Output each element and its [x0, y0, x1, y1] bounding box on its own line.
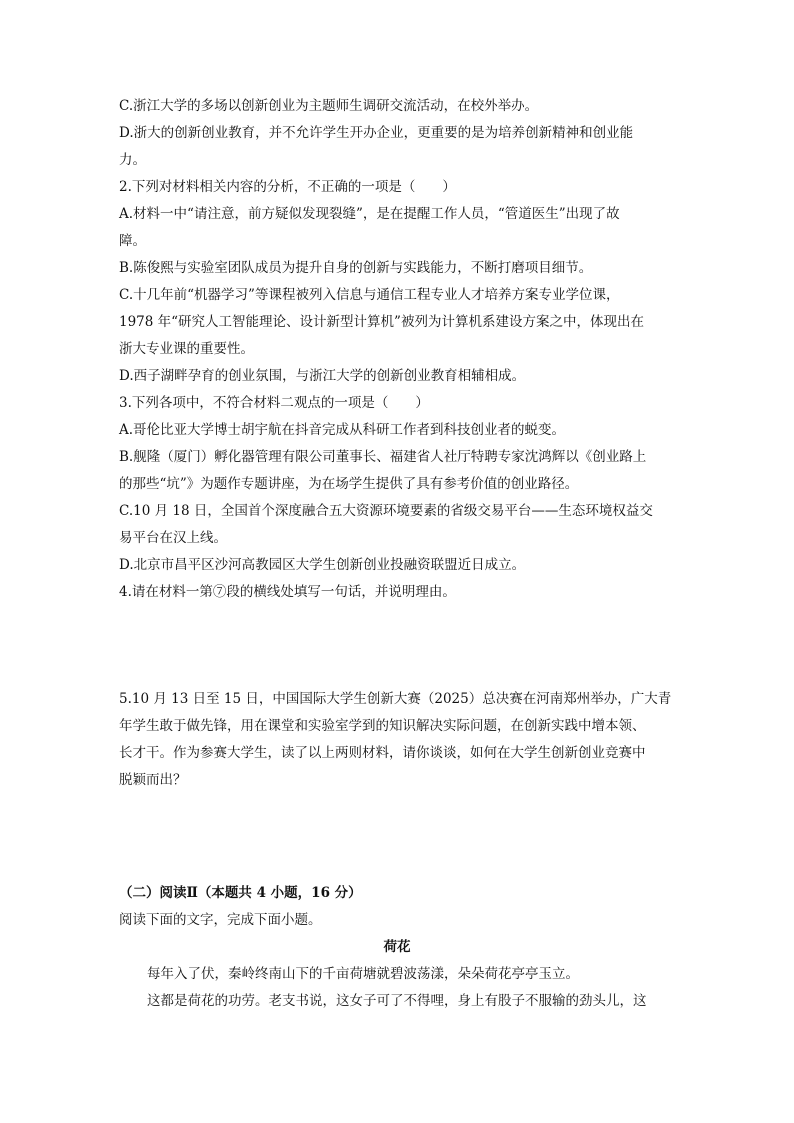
option-d-q3: D.北京市昌平区沙河高教园区大学生创新创业投融资联盟近日成立。: [119, 557, 526, 573]
option-c-q2-line2: 1978 年“研究人工智能理论、设计新型计算机”被列为计算机系建设方案之中，体现出在: [119, 314, 644, 330]
option-c-q3-line1: C.10 月 18 日，全国首个深度融合五大资源环境要素的省级交易平台——生态环境权益交: [119, 503, 653, 519]
passage-paragraph-2: 这都是荷花的功劳。老支书说，这女子可了不得哩，身上有股子不服输的劲头儿，这: [147, 993, 647, 1009]
question-5-line3: 长才干。作为参赛大学生，读了以上两则材料，请你谈谈，如何在大学生创新创业竞赛中: [119, 745, 646, 761]
option-c-q2-line3: 浙大专业课的重要性。: [119, 341, 254, 357]
option-d-q1-line1: D.浙大的创新创业教育，并不允许学生开办企业，更重要的是为培养创新精神和创业能: [119, 125, 634, 141]
question-3: 3.下列各项中，不符合材料二观点的一项是（ ）: [119, 395, 429, 411]
option-b-q2: B.陈俊熙与实验室团队成员为提升自身的创新与实践能力，不断打磨项目细节。: [119, 260, 593, 276]
passage-paragraph-1: 每年入了伏，秦岭终南山下的千亩荷塘就碧波荡漾，朵朵荷花亭亭玉立。: [147, 966, 579, 982]
question-5-line4: 脱颖而出？: [119, 772, 187, 788]
option-b-q3-line1: B.舰隆（厦门）孵化器管理有限公司董事长、福建省人社厅特聘专家沈鸿辉以《创业路上: [119, 449, 647, 465]
option-c-q1: C.浙江大学的多场以创新创业为主题师生调研交流活动，在校外举办。: [119, 98, 539, 114]
question-2: 2.下列对材料相关内容的分析，不正确的一项是（ ）: [119, 179, 456, 195]
question-5-line1: 5.10 月 13 日至 15 日，中国国际大学生创新大赛（2025）总决赛在河南郑州举办，广大青: [119, 691, 672, 707]
option-c-q3-line2: 易平台在汉上线。: [119, 530, 227, 546]
option-a-q2-line2: 障。: [119, 233, 146, 249]
section-heading: （二）阅读Ⅱ（本题共 4 小题，16 分）: [119, 885, 362, 901]
option-d-q2: D.西子湖畔孕育的创业氛围，与浙江大学的创新创业教育相辅相成。: [119, 368, 526, 384]
option-a-q2-line1: A.材料一中“请注意，前方疑似发现裂缝”，是在提醒工作人员，“管道医生”出现了故: [119, 206, 620, 222]
section-instruction: 阅读下面的文字，完成下面小题。: [119, 912, 322, 928]
passage-title: 荷花: [383, 939, 411, 955]
question-5-line2: 年学生敢于做先锋，用在课堂和实验室学到的知识解决实际问题，在创新实践中增本领、: [119, 718, 646, 734]
option-c-q2-line1: C.十几年前“机器学习”等课程被列入信息与通信工程专业人才培养方案专业学位课，: [119, 287, 620, 303]
option-d-q1-line2: 力。: [119, 152, 146, 168]
option-a-q3: A.哥伦比亚大学博士胡宇航在抖音完成从科研工作者到科技创业者的蜕变。: [119, 422, 566, 438]
question-4: 4.请在材料一第⑦段的横线处填写一句话，并说明理由。: [119, 584, 456, 600]
option-b-q3-line2: 的那些“坑”》为题作专题讲座，为在场学生提供了具有参考价值的创业路径。: [119, 476, 579, 492]
